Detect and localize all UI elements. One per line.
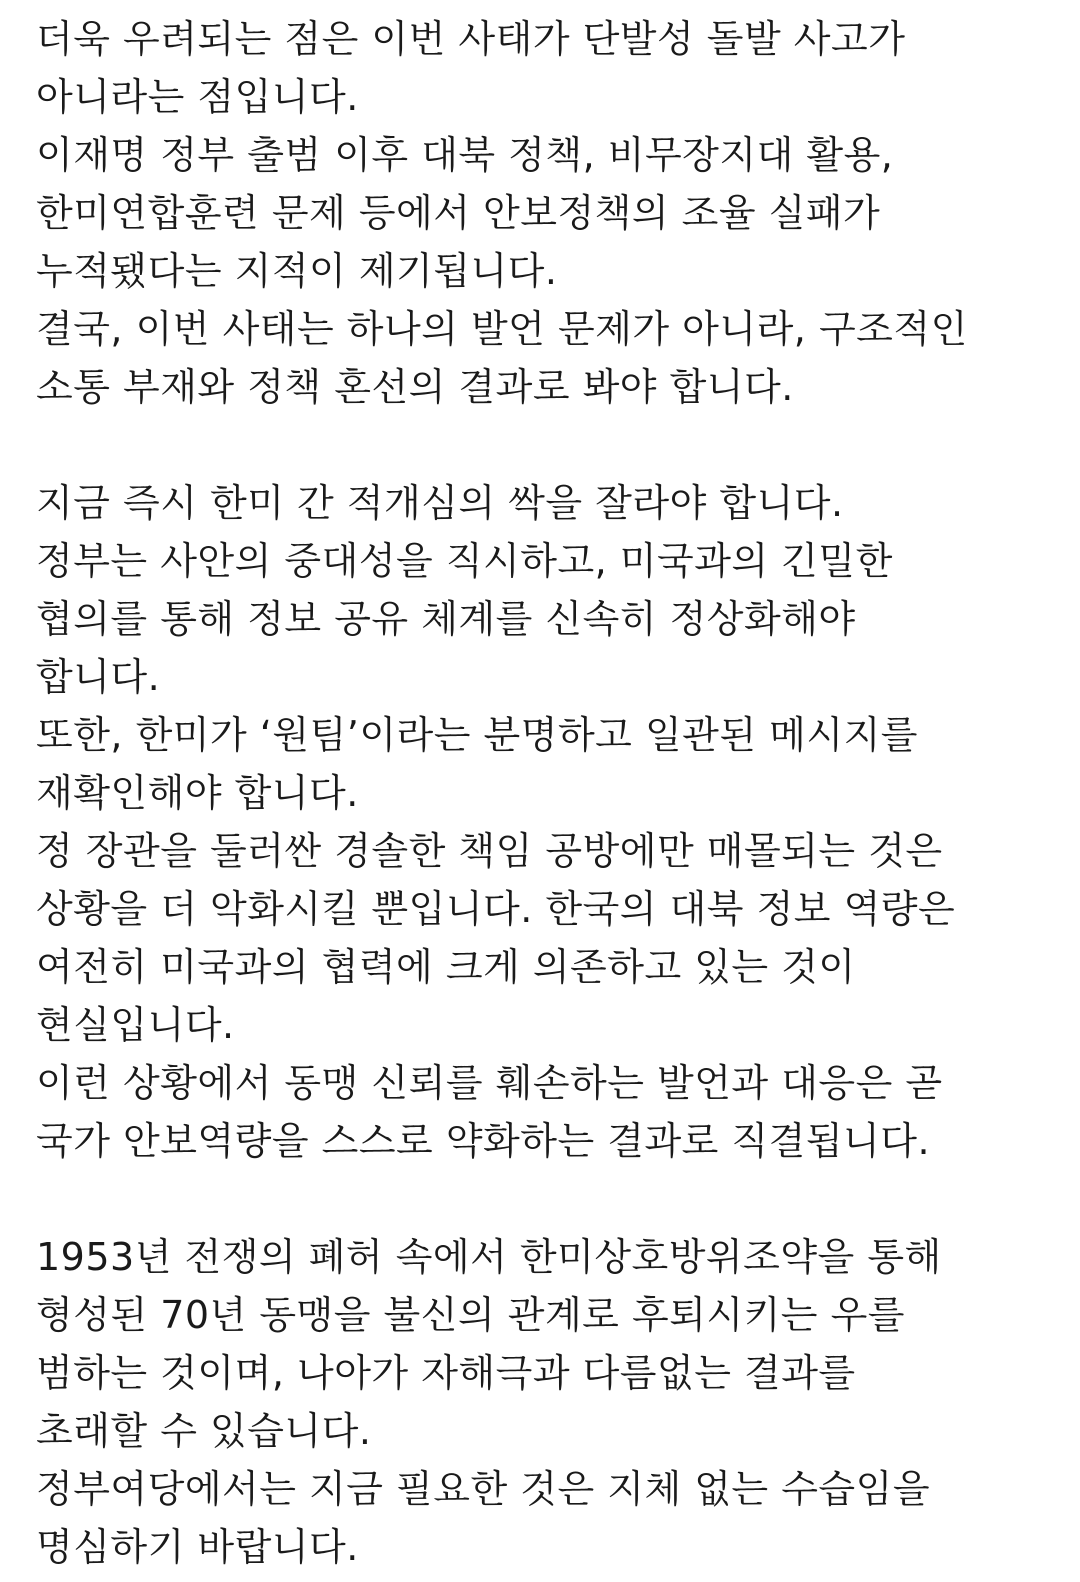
text-line: 범하는 것이며, 나아가 자해극과 다름없는 결과를 [36, 1351, 856, 1395]
text-line: 초래할 수 있습니다. [36, 1409, 372, 1453]
text-line: 형성된 70년 동맹을 불신의 관계로 후퇴시키는 우를 [36, 1293, 905, 1337]
text-line: 결국, 이번 사태는 하나의 발언 문제가 아니라, 구조적인 [36, 307, 968, 351]
text-line: 이재명 정부 출범 이후 대북 정책, 비무장지대 활용, [36, 133, 894, 177]
text-line: 또한, 한미가 ‘원팀’이라는 분명하고 일관된 메시지를 [36, 713, 919, 757]
text-line: 더욱 우려되는 점은 이번 사태가 단발성 돌발 사고가 [36, 17, 906, 61]
paragraph-1 [36, 10, 1066, 416]
text-line: 현실입니다. [36, 1003, 235, 1047]
text-line: 정부여당에서는 지금 필요한 것은 지체 없는 수습임을 [36, 1467, 931, 1511]
post-body [36, 10, 1066, 1576]
paragraph-gap [36, 1170, 1066, 1228]
text-line: 합니다. [36, 655, 161, 699]
text-line: 상황을 더 악화시킬 뿐입니다. 한국의 대북 정보 역량은 [36, 887, 956, 931]
text-line: 한미연합훈련 문제 등에서 안보정책의 조율 실패가 [36, 191, 881, 235]
paragraph-2 [36, 474, 1066, 1170]
text-line: 아니라는 점입니다. [36, 75, 359, 119]
text-line: 재확인해야 합니다. [36, 771, 359, 815]
text-line: 정 장관을 둘러싼 경솔한 책임 공방에만 매몰되는 것은 [36, 829, 943, 873]
text-line: 정부는 사안의 중대성을 직시하고, 미국과의 긴밀한 [36, 539, 893, 583]
paragraph-gap [36, 416, 1066, 474]
text-line: 이런 상황에서 동맹 신뢰를 훼손하는 발언과 대응은 곧 [36, 1061, 943, 1105]
paragraph-3 [36, 1228, 1066, 1576]
text-line: 명심하기 바랍니다. [36, 1525, 359, 1569]
text-line: 누적됐다는 지적이 제기됩니다. [36, 249, 558, 293]
text-line: 국가 안보역량을 스스로 약화하는 결과로 직결됩니다. [36, 1119, 931, 1163]
text-line: 소통 부재와 정책 혼선의 결과로 봐야 합니다. [36, 365, 794, 409]
text-line: 지금 즉시 한미 간 적개심의 싹을 잘라야 합니다. [36, 481, 844, 525]
text-line: 여전히 미국과의 협력에 크게 의존하고 있는 것이 [36, 945, 856, 989]
text-line: 1953년 전쟁의 폐허 속에서 한미상호방위조약을 통해 [36, 1235, 942, 1279]
text-line: 협의를 통해 정보 공유 체계를 신속히 정상화해야 [36, 597, 856, 641]
